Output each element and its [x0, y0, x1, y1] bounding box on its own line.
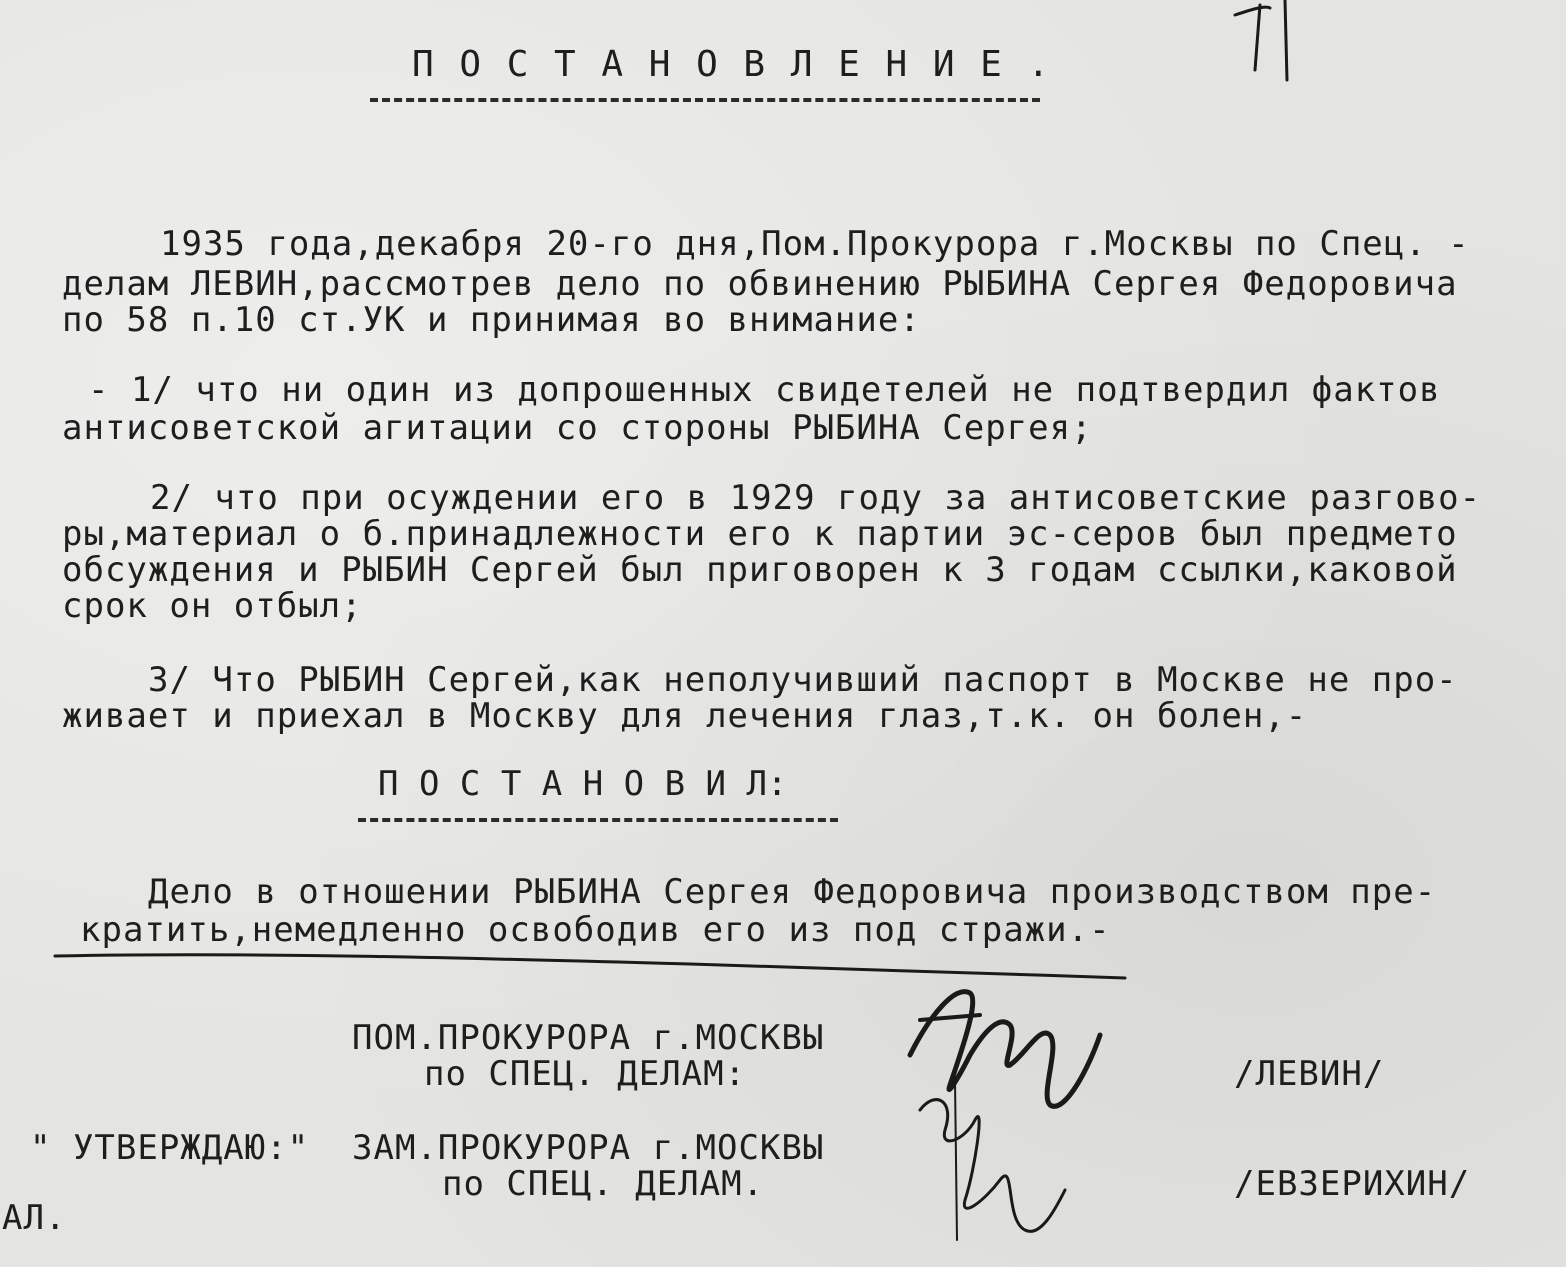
- point2-line-4: срок он отбыл;: [62, 586, 363, 626]
- point1-line-1: - 1/ что ни один из допрошенных свидетелей не подтвердил фактов: [88, 370, 1441, 410]
- margin-fragment: АЛ.: [2, 1198, 67, 1238]
- signer2-title-line-2: по СПЕЦ. ДЕЛАМ.: [442, 1164, 765, 1204]
- decision-line-1: Дело в отношении РЫБИНА Сергея Федоровича производством пре-: [148, 872, 1437, 912]
- decision-underline: [358, 818, 838, 822]
- intro-line-2: делам ЛЕВИН,рассмотрев дело по обвинению РЫБИНА Сергея Федоровича: [62, 264, 1458, 304]
- point2-line-1: 2/ что при осуждении его в 1929 году за антисоветские разгово-: [150, 478, 1482, 518]
- decision-line-2: кратить,немедленно освободив его из под стражи.-: [80, 910, 1111, 950]
- approve-label: " УТВЕРЖДАЮ:": [30, 1128, 310, 1168]
- document-title: П О С Т А Н О В Л Е Н И Е .: [412, 44, 1052, 85]
- signer2-title-line-1: ЗАМ.ПРОКУРОРА г.МОСКВЫ: [352, 1128, 825, 1168]
- intro-line-1: 1935 года,декабря 20-го дня,Пом.Прокурора г.Москвы по Спец. -: [160, 224, 1470, 264]
- signature-2-image: [905, 1080, 1085, 1250]
- point1-line-2: антисоветской агитации со стороны РЫБИНА Сергея;: [62, 408, 1093, 448]
- signer2-name: /ЕВЗЕРИХИН/: [1234, 1164, 1471, 1204]
- signer1-title-line-2: по СПЕЦ. ДЕЛАМ:: [424, 1054, 747, 1094]
- point3-line-1: 3/ Что РЫБИН Сергей,как неполучивший паспорт в Москве не про-: [148, 660, 1458, 700]
- corner-mark-image: [1225, 0, 1315, 90]
- decision-heading: П О С Т А Н О В И Л:: [378, 764, 788, 804]
- point2-line-3: обсуждения и РЫБИН Сергей был приговорен к 3 годам ссылки,каковой: [62, 550, 1458, 590]
- point2-line-2: ры,материал о б.принадлежности его к партии эс-серов был предмето: [62, 514, 1458, 554]
- intro-line-3: по 58 п.10 ст.УК и принимая во внимание:: [62, 300, 921, 340]
- point3-line-2: живает и приехал в Москву для лечения глаз,т.к. он болен,-: [62, 696, 1308, 736]
- signer1-title-line-1: ПОМ.ПРОКУРОРА г.МОСКВЫ: [352, 1018, 825, 1058]
- title-underline: [370, 98, 1040, 102]
- signer1-name: /ЛЕВИН/: [1234, 1054, 1385, 1094]
